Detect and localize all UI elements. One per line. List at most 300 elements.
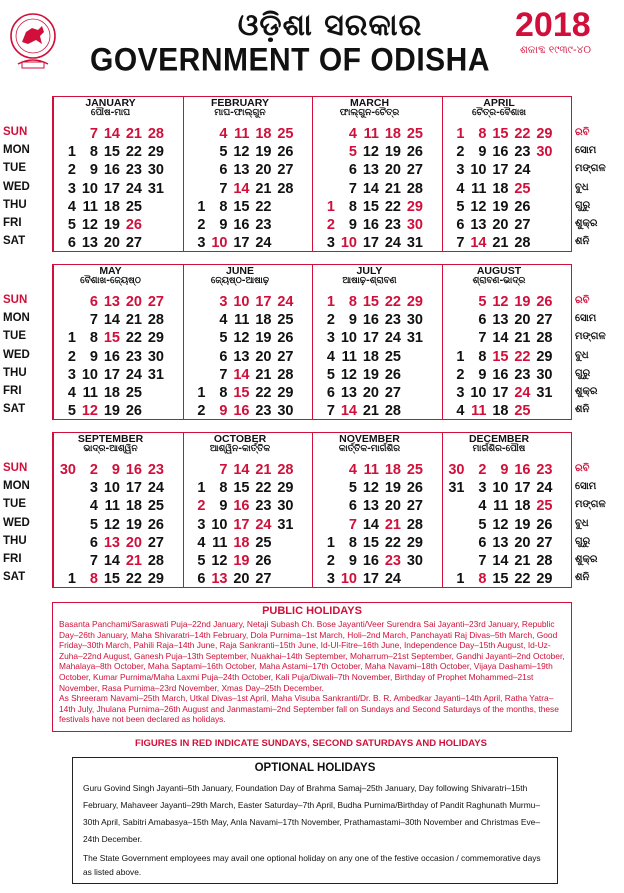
date-cell: 6 bbox=[197, 571, 206, 588]
date-cell: 9 bbox=[111, 462, 120, 478]
date-cell: 30 bbox=[59, 462, 76, 478]
day-label-tue: TUE bbox=[3, 330, 26, 343]
date-cell: 4 bbox=[348, 462, 357, 478]
date-cell: 25 bbox=[125, 385, 142, 401]
day-label-tue: TUE bbox=[3, 162, 26, 175]
date-cell: 24 bbox=[514, 162, 531, 179]
date-cell: 5 bbox=[348, 144, 357, 161]
date-cell: 23 bbox=[255, 498, 272, 515]
date-cell: 2 bbox=[67, 162, 76, 179]
date-cell: 7 bbox=[219, 366, 228, 383]
date-cell: 28 bbox=[147, 553, 164, 569]
date-cell: 27 bbox=[255, 571, 272, 588]
optional-holidays-list: Guru Govind Singh Jayanti–5th January, Foundation Day of Brahma Samaj–25th January, Day following Shivaratri–15th February, Mahaveer Jayanti–29th March, Easter Saturday–7th April, Budha Purnima/Birthday of Pandit Raghunath Murmu–30th April, Sabitri Amabasya–15th May, Anla Navami–17th November, Prathamastami–30th November and Christmas Eve–24th December. bbox=[83, 783, 540, 844]
date-cell: 16 bbox=[362, 312, 379, 329]
date-cell: 8 bbox=[219, 198, 228, 215]
odisha-emblem-icon bbox=[8, 6, 58, 72]
date-cell: 19 bbox=[255, 144, 272, 161]
date-cell: 9 bbox=[348, 312, 357, 329]
month-name: SEPTEMBER bbox=[77, 433, 144, 445]
date-cell: 27 bbox=[277, 162, 294, 179]
month-november bbox=[312, 433, 426, 587]
date-cell: 26 bbox=[536, 294, 553, 310]
date-cell: 14 bbox=[103, 126, 120, 142]
day-label-sun: SUN bbox=[3, 294, 28, 306]
date-cell: 7 bbox=[219, 180, 228, 197]
date-cell: 23 bbox=[384, 553, 401, 569]
date-cell: 9 bbox=[89, 162, 98, 179]
date-cell: 15 bbox=[362, 294, 379, 310]
date-cell: 6 bbox=[219, 348, 228, 365]
date-cell: 11 bbox=[363, 462, 379, 478]
date-cell: 9 bbox=[478, 144, 487, 161]
date-cell: 17 bbox=[103, 366, 120, 383]
date-cell: 11 bbox=[341, 348, 357, 365]
optional-holidays-box bbox=[72, 757, 558, 884]
date-cell: 7 bbox=[478, 330, 487, 347]
day-label-odia: ମଙ୍ଗଳ bbox=[575, 331, 606, 343]
month-name-odia: ବୈଶାଖ-ଜ୍ୟେଷ୍ଠ bbox=[80, 276, 141, 286]
date-cell: 9 bbox=[500, 462, 509, 478]
date-cell: 16 bbox=[514, 462, 531, 478]
date-cell: 14 bbox=[233, 366, 250, 383]
date-cell: 19 bbox=[514, 294, 531, 310]
date-cell: 24 bbox=[255, 516, 272, 533]
date-cell: 12 bbox=[211, 553, 228, 569]
date-cell: 14 bbox=[470, 235, 487, 252]
date-cell: 1 bbox=[326, 534, 335, 551]
date-cell: 3 bbox=[326, 571, 335, 588]
date-cell: 29 bbox=[147, 330, 164, 347]
day-label-odia: ବୁଧ bbox=[575, 517, 589, 529]
month-october bbox=[183, 433, 297, 587]
day-label-odia: ମଙ୍ଗଳ bbox=[575, 499, 606, 511]
calendar-row-2 bbox=[3, 264, 606, 420]
day-label-odia: ରବି bbox=[575, 295, 590, 306]
date-cell: 12 bbox=[340, 366, 357, 383]
date-cell: 18 bbox=[492, 180, 509, 197]
date-cell: 26 bbox=[125, 403, 142, 420]
date-cell: 25 bbox=[277, 312, 294, 329]
day-label-odia: ଗୁରୁ bbox=[575, 199, 591, 211]
month-name-odia: କାର୍ତ୍ତିକ-ମାର୍ଗଶିର bbox=[338, 444, 401, 454]
public-holidays-text bbox=[59, 619, 567, 725]
date-cell: 20 bbox=[233, 571, 250, 588]
date-cell: 23 bbox=[125, 162, 142, 179]
day-label-mon: MON bbox=[3, 144, 30, 157]
date-cell: 12 bbox=[233, 144, 250, 161]
date-cell: 8 bbox=[478, 571, 487, 588]
date-cell: 13 bbox=[233, 348, 250, 365]
date-cell: 3 bbox=[89, 480, 98, 497]
day-label-wed: WED bbox=[3, 348, 30, 361]
date-cell: 13 bbox=[211, 571, 228, 588]
month-name-odia: ଫାଲ୍ଗୁନ-ଚୈତ୍ର bbox=[339, 108, 400, 118]
date-cell: 29 bbox=[147, 144, 164, 161]
date-cell: 31 bbox=[406, 235, 423, 252]
date-cell: 1 bbox=[326, 198, 335, 215]
date-cell: 17 bbox=[514, 480, 531, 497]
date-cell: 22 bbox=[125, 144, 142, 161]
date-cell: 27 bbox=[536, 312, 553, 329]
public-holidays-note: As Shreeram Navami–25th March, Utkal Divas–1st April, Maha Visuba Sankranti/Dr. B. R. Ambedkar Jayanti–14th April, Ratha Yatra–14th July, Jhulana Purnima–26th August and Janmastami–2nd September fall on Sundays and Second Saturdays of the months, these festivals have not been declared as holidays. bbox=[59, 693, 559, 725]
date-cell: 30 bbox=[406, 312, 423, 329]
date-cell: 13 bbox=[340, 385, 357, 401]
date-cell: 15 bbox=[103, 571, 120, 588]
month-name: MAY bbox=[99, 265, 122, 277]
date-cell: 13 bbox=[470, 217, 487, 233]
date-cell: 2 bbox=[478, 462, 487, 478]
day-label-odia: ଗୁରୁ bbox=[575, 535, 591, 547]
day-label-odia: ମଙ୍ଗଳ bbox=[575, 163, 606, 175]
date-cell: 10 bbox=[211, 516, 228, 533]
date-cell: 18 bbox=[514, 498, 531, 515]
date-cell: 15 bbox=[103, 144, 120, 161]
date-cell: 14 bbox=[492, 553, 509, 569]
month-july bbox=[312, 265, 426, 419]
date-cell: 25 bbox=[406, 462, 423, 478]
date-cell: 15 bbox=[233, 198, 250, 215]
month-name: OCTOBER bbox=[213, 433, 267, 445]
date-cell: 11 bbox=[363, 126, 379, 142]
date-cell: 25 bbox=[514, 403, 531, 420]
date-cell: 10 bbox=[340, 571, 357, 588]
month-name: JANUARY bbox=[85, 97, 136, 109]
date-cell: 5 bbox=[219, 144, 228, 161]
date-cell: 5 bbox=[348, 480, 357, 497]
date-cell: 28 bbox=[536, 553, 553, 569]
day-label-sat: SAT bbox=[3, 571, 26, 584]
date-cell: 26 bbox=[384, 366, 401, 383]
month-september bbox=[53, 433, 167, 587]
title-english: GOVERNMENT OF ODISHA bbox=[89, 42, 490, 79]
date-cell: 4 bbox=[456, 403, 465, 420]
date-cell: 1 bbox=[456, 348, 465, 365]
date-cell: 10 bbox=[81, 366, 98, 383]
month-name: DECEMBER bbox=[468, 433, 530, 445]
date-cell: 28 bbox=[384, 403, 401, 420]
date-cell: 28 bbox=[536, 330, 553, 347]
date-cell: 21 bbox=[255, 180, 272, 197]
date-cell: 23 bbox=[255, 403, 272, 420]
date-cell: 2 bbox=[456, 144, 465, 161]
date-cell: 14 bbox=[103, 553, 120, 569]
date-cell: 15 bbox=[492, 348, 509, 365]
date-cell: 10 bbox=[81, 180, 98, 197]
date-cell: 21 bbox=[514, 553, 531, 569]
date-cell: 3 bbox=[67, 366, 76, 383]
day-label-thu: THU bbox=[3, 198, 27, 211]
date-cell: 17 bbox=[255, 294, 272, 310]
day-label-odia: ସୋମ bbox=[575, 145, 597, 157]
day-label-fri: FRI bbox=[3, 385, 22, 397]
date-cell: 31 bbox=[406, 330, 423, 347]
date-cell: 22 bbox=[514, 348, 531, 365]
date-cell: 24 bbox=[384, 235, 401, 252]
date-cell: 5 bbox=[478, 294, 487, 310]
month-january bbox=[53, 97, 167, 251]
date-cell: 26 bbox=[277, 330, 294, 347]
date-cell: 9 bbox=[348, 553, 357, 569]
date-cell: 9 bbox=[219, 217, 228, 233]
date-cell: 16 bbox=[233, 498, 250, 515]
day-label-odia: ଶୁକ୍ର bbox=[575, 386, 598, 397]
date-cell: 16 bbox=[233, 403, 250, 420]
date-cell: 24 bbox=[514, 385, 531, 401]
date-cell: 30 bbox=[536, 366, 553, 383]
day-label-odia: ଶନି bbox=[575, 236, 590, 248]
date-cell: 22 bbox=[125, 571, 142, 588]
date-cell: 8 bbox=[478, 126, 487, 142]
date-cell: 7 bbox=[478, 553, 487, 569]
date-cell: 5 bbox=[219, 330, 228, 347]
date-cell: 25 bbox=[384, 348, 401, 365]
date-cell: 6 bbox=[456, 217, 465, 233]
date-cell: 27 bbox=[147, 534, 164, 551]
month-name-odia: ଶ୍ରାବଣ-ଭାଦ୍ର bbox=[472, 276, 526, 286]
date-cell: 19 bbox=[125, 516, 142, 533]
date-cell: 19 bbox=[103, 403, 120, 420]
date-cell: 23 bbox=[147, 462, 164, 478]
date-cell: 8 bbox=[348, 198, 357, 215]
date-cell: 1 bbox=[67, 330, 76, 347]
date-cell: 29 bbox=[406, 534, 423, 551]
date-cell: 6 bbox=[89, 534, 98, 551]
optional-holidays-title: OPTIONAL HOLIDAYS bbox=[254, 762, 376, 774]
date-cell: 23 bbox=[125, 348, 142, 365]
date-cell: 2 bbox=[456, 366, 465, 383]
date-cell: 15 bbox=[492, 571, 509, 588]
date-cell: 3 bbox=[326, 235, 335, 252]
date-cell: 7 bbox=[456, 235, 465, 252]
date-cell: 3 bbox=[456, 162, 465, 179]
calendar-row-3 bbox=[3, 432, 606, 588]
calendar-row-1 bbox=[3, 96, 606, 252]
date-cell: 3 bbox=[456, 385, 465, 401]
date-cell: 13 bbox=[362, 162, 379, 179]
date-cell: 25 bbox=[514, 180, 531, 197]
date-cell: 27 bbox=[147, 294, 164, 310]
date-cell: 6 bbox=[478, 312, 487, 329]
month-name: MARCH bbox=[349, 97, 390, 109]
date-cell: 5 bbox=[89, 516, 98, 533]
day-label-fri: FRI bbox=[3, 217, 22, 229]
date-cell: 19 bbox=[492, 198, 509, 215]
date-cell: 21 bbox=[125, 312, 142, 329]
date-cell: 1 bbox=[456, 126, 465, 142]
date-cell: 10 bbox=[233, 294, 250, 310]
date-cell: 17 bbox=[233, 235, 250, 252]
saka-year: ଶକାବ୍ଦ ୧୯୩୯-୪୦ bbox=[520, 44, 592, 56]
date-cell: 27 bbox=[536, 534, 553, 551]
date-cell: 7 bbox=[219, 462, 228, 478]
date-cell: 15 bbox=[233, 480, 250, 497]
month-name-odia: ଚୈତ୍ର-ବୈଶାଖ bbox=[471, 108, 526, 118]
date-cell: 8 bbox=[89, 571, 98, 588]
public-holidays-list: Basanta Panchami/Saraswati Puja–22nd January, Netaji Subash Ch. Bose Jayanti/Veer Surendra Sai Jayanti–23rd January, Republic Day–26th January, Maha Shivaratri–14th February, Dola Purnima–1st March, Holi–2nd March, Panchayati Raj Divas–5th March, Good Friday–30th March, Pahili Raja–14th June, Raja Sankranti–15th June, Id-Ul-Fitre–16th June, Independence Day–15th August, Id-Uz-Zuha–22nd August, Ganesh Puja–13th September, Nuakhai–14th September, Moharrum–21st September, Gandhi Jayanti–2nd October, Mahalaya–8th October, Maha Saptami–16th October, Maha Astami–17th October, Maha Navami–18th October, Vijaya Dashami–19th October, Kumar Purnima/Maha Laxmi Puja–24th October, Kali Puja/Diwali–7th November, Birthday of Prophet Mohammed–21st November, Rasa Purnima–23rd November, Xmas Day–25th December. bbox=[59, 619, 565, 693]
date-cell: 2 bbox=[197, 498, 206, 515]
date-cell: 14 bbox=[340, 403, 357, 420]
date-cell: 8 bbox=[348, 294, 357, 310]
date-cell: 10 bbox=[470, 162, 487, 179]
date-cell: 2 bbox=[197, 403, 206, 420]
date-cell: 16 bbox=[103, 162, 120, 179]
date-cell: 16 bbox=[125, 462, 142, 478]
calendar-header bbox=[0, 0, 624, 92]
date-cell: 12 bbox=[470, 198, 487, 215]
month-name: APRIL bbox=[483, 97, 515, 109]
day-label-wed: WED bbox=[3, 516, 30, 529]
date-cell: 20 bbox=[255, 162, 272, 179]
date-cell: 5 bbox=[197, 553, 206, 569]
date-cell: 22 bbox=[255, 385, 272, 401]
date-cell: 13 bbox=[492, 312, 509, 329]
date-cell: 5 bbox=[456, 198, 465, 215]
month-name-odia: ମାର୍ଗଶିର-ପୌଷ bbox=[472, 444, 526, 454]
date-cell: 20 bbox=[384, 162, 401, 179]
date-cell: 27 bbox=[384, 385, 401, 401]
month-december bbox=[442, 433, 556, 587]
date-cell: 30 bbox=[448, 462, 465, 478]
date-cell: 20 bbox=[384, 498, 401, 515]
date-cell: 19 bbox=[514, 516, 531, 533]
calendar-year: 2018 bbox=[515, 6, 591, 44]
date-cell: 17 bbox=[125, 480, 142, 497]
date-cell: 24 bbox=[147, 480, 164, 497]
day-label-sat: SAT bbox=[3, 235, 26, 248]
date-cell: 8 bbox=[89, 330, 98, 347]
date-cell: 7 bbox=[89, 312, 98, 329]
date-cell: 4 bbox=[219, 126, 228, 142]
date-cell: 12 bbox=[103, 516, 120, 533]
date-cell: 3 bbox=[67, 180, 76, 197]
date-cell: 7 bbox=[348, 180, 357, 197]
day-label-odia: ରବି bbox=[575, 463, 590, 474]
date-cell: 15 bbox=[492, 126, 509, 142]
month-name: JULY bbox=[356, 265, 383, 277]
date-cell: 2 bbox=[89, 462, 98, 478]
day-label-mon: MON bbox=[3, 480, 30, 493]
date-cell: 4 bbox=[456, 180, 465, 197]
date-cell: 10 bbox=[103, 480, 120, 497]
date-cell: 22 bbox=[255, 198, 272, 215]
date-cell: 4 bbox=[326, 348, 335, 365]
date-cell: 6 bbox=[219, 162, 228, 179]
date-cell: 8 bbox=[219, 385, 228, 401]
month-name-odia: ପୌଷ-ମାଘ bbox=[90, 108, 131, 118]
date-cell: 16 bbox=[492, 366, 509, 383]
date-cell: 23 bbox=[514, 366, 531, 383]
date-cell: 8 bbox=[219, 480, 228, 497]
date-cell: 13 bbox=[103, 534, 120, 551]
date-cell: 21 bbox=[514, 330, 531, 347]
date-cell: 24 bbox=[255, 235, 272, 252]
date-cell: 22 bbox=[125, 330, 142, 347]
date-cell: 18 bbox=[233, 534, 250, 551]
date-cell: 28 bbox=[147, 126, 164, 142]
date-cell: 7 bbox=[89, 126, 98, 142]
date-cell: 3 bbox=[219, 294, 228, 310]
date-cell: 15 bbox=[362, 534, 379, 551]
date-cell: 29 bbox=[277, 480, 294, 497]
date-cell: 17 bbox=[362, 571, 379, 588]
month-august bbox=[442, 265, 556, 419]
date-cell: 8 bbox=[348, 534, 357, 551]
date-cell: 20 bbox=[514, 534, 531, 551]
day-label-odia: ରବି bbox=[575, 127, 590, 138]
date-cell: 15 bbox=[233, 385, 250, 401]
date-cell: 11 bbox=[471, 403, 487, 420]
date-cell: 28 bbox=[514, 235, 531, 252]
date-cell: 17 bbox=[103, 180, 120, 197]
date-cell: 13 bbox=[103, 294, 120, 310]
date-cell: 11 bbox=[82, 385, 98, 401]
date-cell: 30 bbox=[536, 144, 553, 161]
date-cell: 26 bbox=[514, 198, 531, 215]
month-may bbox=[53, 265, 167, 419]
date-cell: 13 bbox=[81, 235, 98, 252]
month-name: JUNE bbox=[225, 265, 254, 277]
date-cell: 29 bbox=[147, 571, 164, 588]
date-cell: 30 bbox=[147, 348, 164, 365]
date-cell: 26 bbox=[406, 144, 423, 161]
day-label-odia: ସୋମ bbox=[575, 481, 597, 493]
date-cell: 19 bbox=[384, 480, 401, 497]
date-cell: 30 bbox=[406, 217, 423, 233]
date-cell: 2 bbox=[326, 312, 335, 329]
date-cell: 15 bbox=[362, 198, 379, 215]
month-name: FEBRUARY bbox=[211, 97, 269, 109]
date-cell: 18 bbox=[384, 462, 401, 478]
date-cell: 31 bbox=[536, 385, 553, 401]
date-cell: 19 bbox=[384, 144, 401, 161]
date-cell: 28 bbox=[406, 180, 423, 197]
date-cell: 28 bbox=[277, 366, 294, 383]
date-cell: 11 bbox=[82, 198, 98, 215]
date-cell: 18 bbox=[255, 312, 272, 329]
date-cell: 11 bbox=[212, 534, 228, 551]
day-label-odia: ବୁଧ bbox=[575, 181, 589, 193]
month-april bbox=[442, 97, 556, 251]
date-cell: 14 bbox=[233, 180, 250, 197]
date-cell: 8 bbox=[478, 348, 487, 365]
date-cell: 25 bbox=[147, 498, 164, 515]
date-cell: 6 bbox=[89, 294, 98, 310]
date-cell: 22 bbox=[384, 198, 401, 215]
date-cell: 4 bbox=[67, 198, 76, 215]
date-cell: 1 bbox=[197, 385, 206, 401]
date-cell: 27 bbox=[277, 348, 294, 365]
date-cell: 18 bbox=[125, 498, 142, 515]
date-cell: 9 bbox=[219, 498, 228, 515]
date-cell: 20 bbox=[514, 312, 531, 329]
date-cell: 25 bbox=[406, 126, 423, 142]
day-label-thu: THU bbox=[3, 366, 27, 379]
date-cell: 27 bbox=[406, 162, 423, 179]
date-cell: 5 bbox=[67, 403, 76, 420]
date-cell: 1 bbox=[326, 294, 335, 310]
date-cell: 13 bbox=[233, 162, 250, 179]
public-holidays-title: PUBLIC HOLIDAYS bbox=[262, 605, 362, 617]
date-cell: 14 bbox=[103, 312, 120, 329]
date-cell: 22 bbox=[384, 534, 401, 551]
date-cell: 16 bbox=[362, 553, 379, 569]
date-cell: 12 bbox=[81, 403, 98, 420]
date-cell: 20 bbox=[362, 385, 379, 401]
day-label-sun: SUN bbox=[3, 126, 28, 138]
date-cell: 29 bbox=[536, 126, 553, 142]
date-cell: 30 bbox=[406, 553, 423, 569]
